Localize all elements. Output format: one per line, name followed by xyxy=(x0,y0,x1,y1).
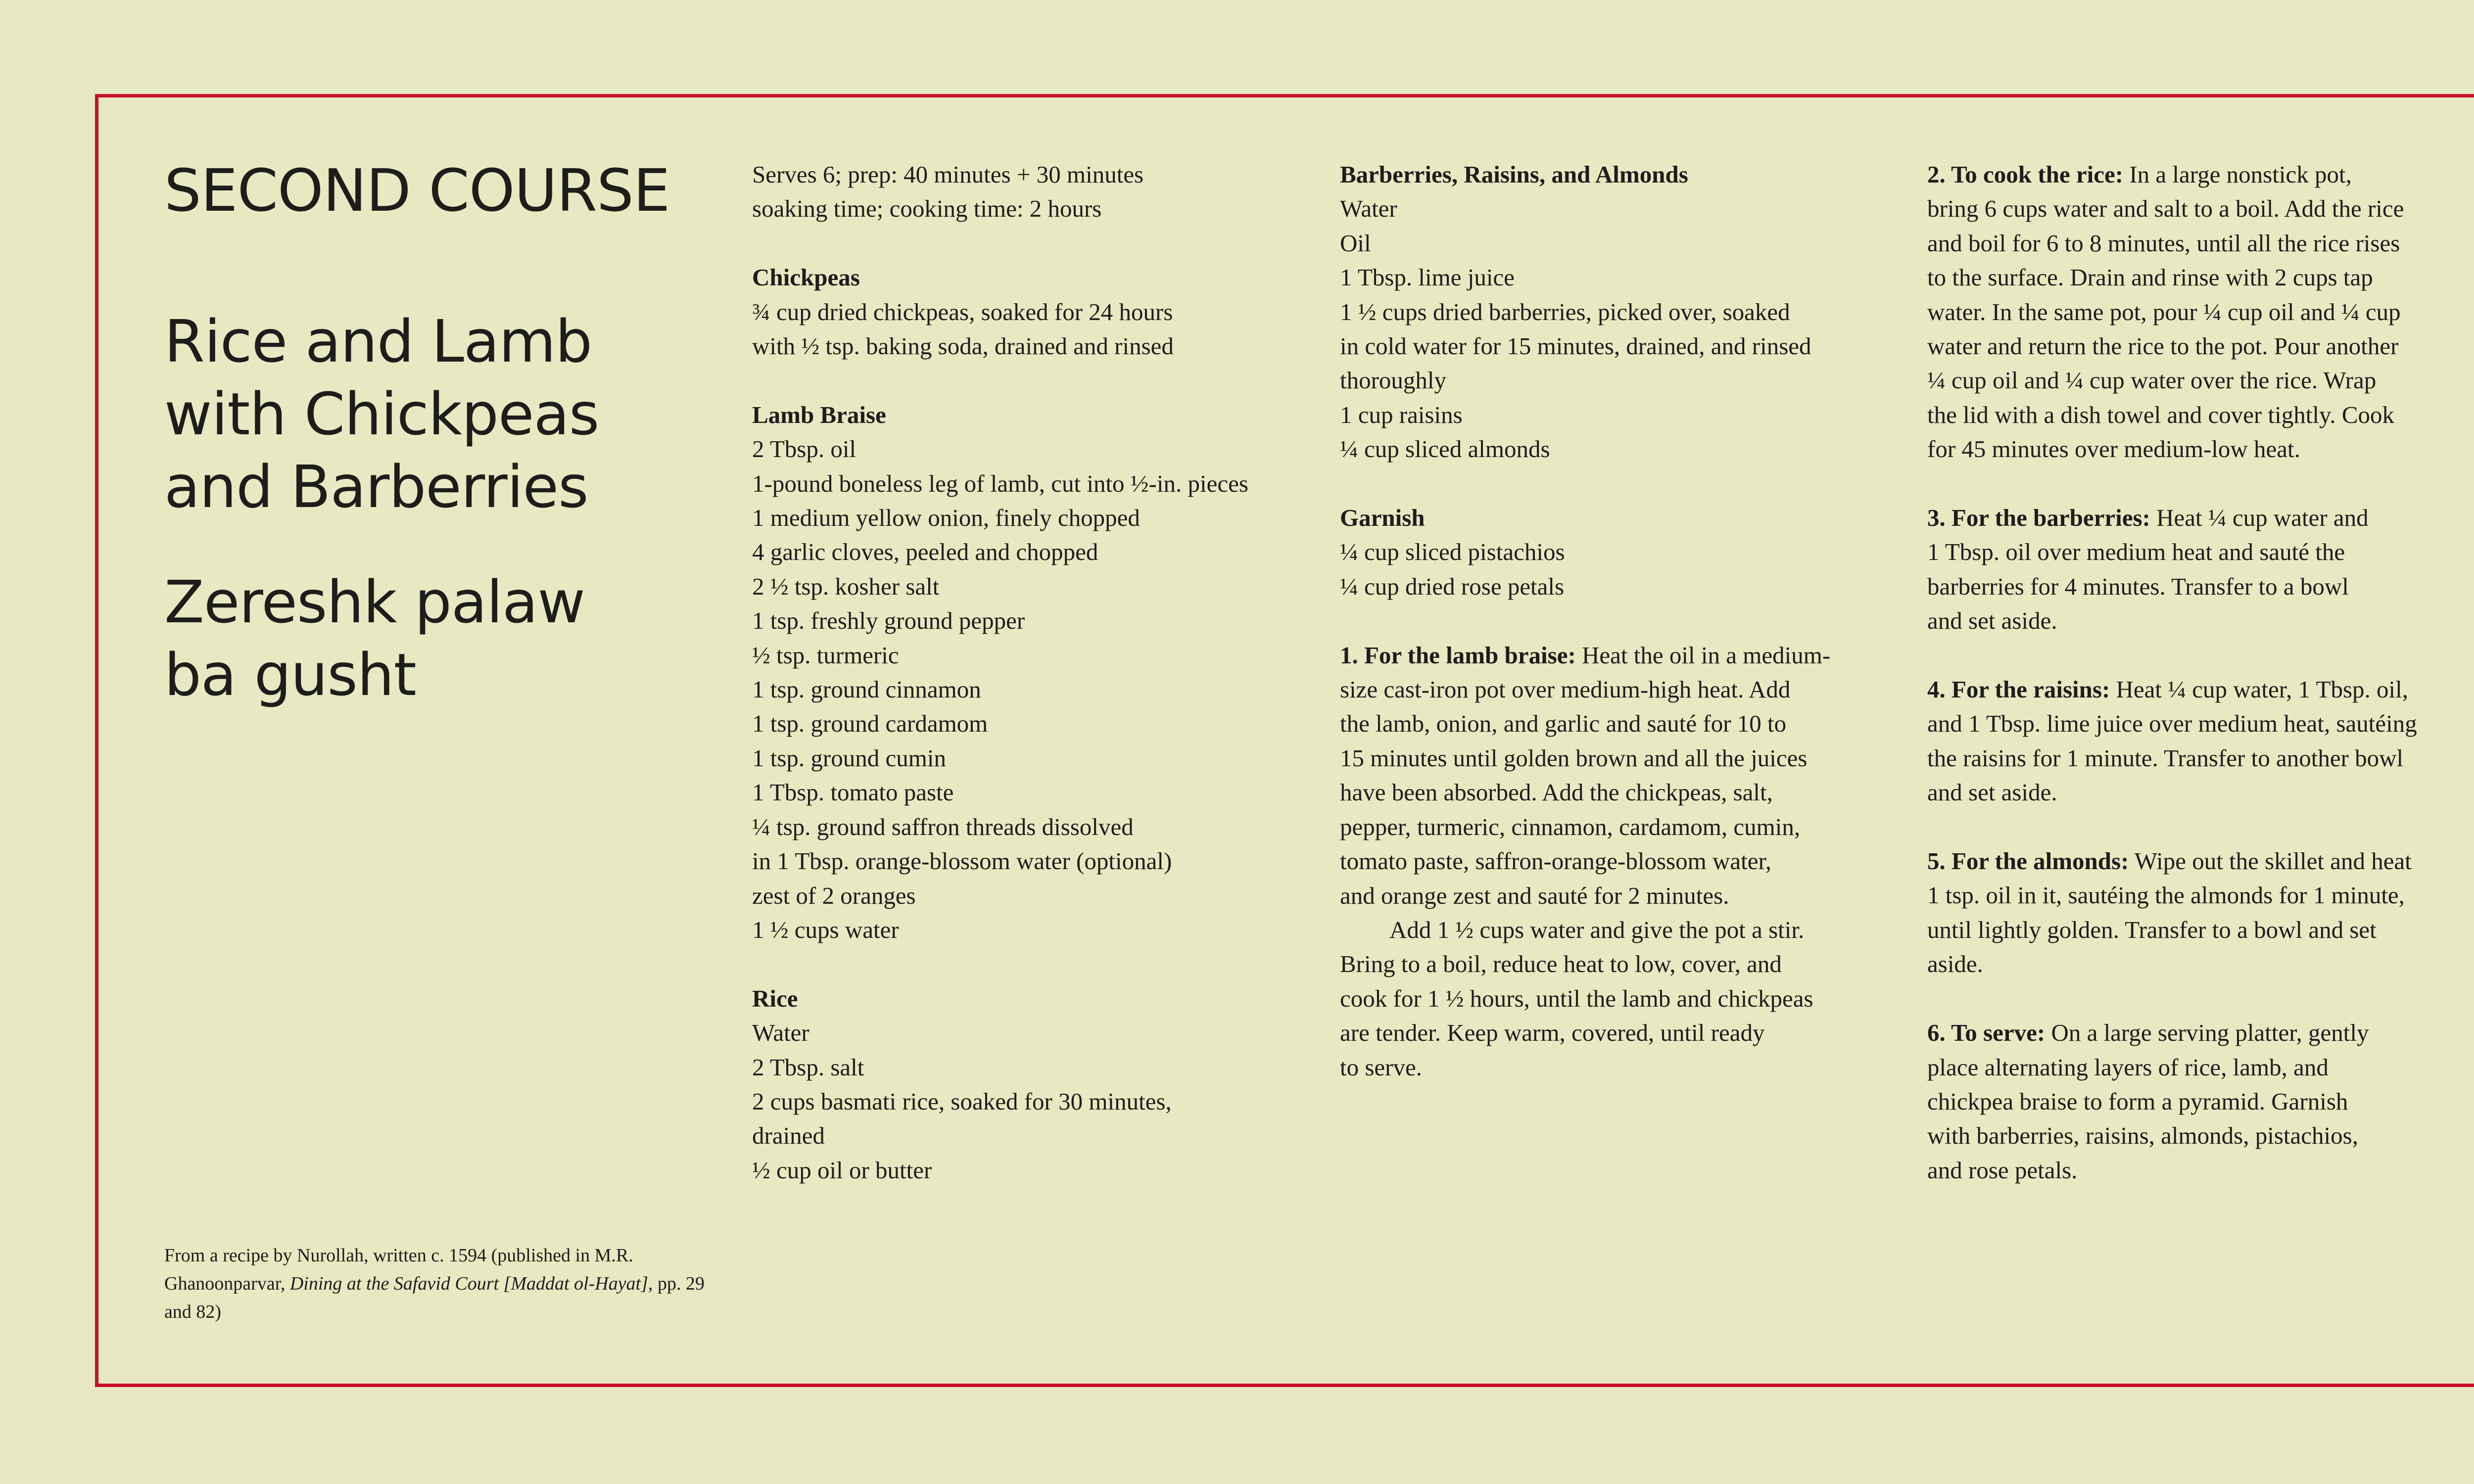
ingredient-line: 1 medium yellow onion, finely chopped xyxy=(752,504,1140,532)
dish-alt-title-line: Zereshk palaw xyxy=(164,568,585,636)
ingredient-line: in cold water for 15 minutes, drained, and rinsed xyxy=(1340,332,1811,360)
lamb-braise-heading: Lamb Braise xyxy=(752,401,886,428)
step-line: aside. xyxy=(1927,950,1983,978)
ingredient-line: 1 ½ cups dried barberries, picked over, soaked xyxy=(1340,298,1790,325)
step-line: and boil for 6 to 8 minutes, until all the rice rises xyxy=(1927,229,2400,257)
barberries-heading: Barberries, Raisins, and Almonds xyxy=(1340,161,1688,188)
step-5-first-line: 5. For the almonds: Wipe out the skillet and heat xyxy=(1927,847,2412,875)
ingredient-line: 2 Tbsp. salt xyxy=(752,1053,864,1081)
step-line: 15 minutes until golden brown and all the juices xyxy=(1340,744,1808,772)
step-line: pepper, turmeric, cinnamon, cardamom, cumin, xyxy=(1340,813,1801,840)
ingredient-line: 1 cup raisins xyxy=(1340,401,1463,428)
garnish-heading: Garnish xyxy=(1340,504,1425,532)
ingredient-line: 1 tsp. ground cardamom xyxy=(752,710,988,738)
step-line: and rose petals. xyxy=(1927,1156,2078,1184)
ingredient-line: 1-pound boneless leg of lamb, cut into ½-in. pieces xyxy=(752,469,1248,497)
ingredient-line: drained xyxy=(752,1122,825,1150)
step-line: the lid with a dish towel and cover tightly. Cook xyxy=(1927,401,2395,428)
step-1-label: 1. For the lamb braise: xyxy=(1340,641,1576,669)
step-3-first-line: 3. For the barberries: Heat ¼ cup water and xyxy=(1927,504,2369,532)
step-line: place alternating layers of rice, lamb, and xyxy=(1927,1053,2329,1081)
ingredient-line: 1 Tbsp. tomato paste xyxy=(752,779,954,806)
ingredient-line: 2 cups basmati rice, soaked for 30 minutes, xyxy=(752,1087,1172,1115)
ingredients-column-2 xyxy=(1340,157,1894,1084)
step-line: Add 1 ½ cups water and give the pot a stir. xyxy=(1389,916,1805,943)
dish-title-line: and Barberries xyxy=(164,453,588,521)
step-line: until lightly golden. Transfer to a bowl and set xyxy=(1927,916,2377,943)
source-pages: , pp. 29 and 82) xyxy=(164,1273,705,1322)
step-1-first-line: 1. For the lamb braise: Heat the oil in a medium- xyxy=(1340,641,1831,669)
step-line: ¼ cup oil and ¼ cup water over the rice. Wrap xyxy=(1927,367,2377,394)
ingredient-line: with ½ tsp. baking soda, drained and rinsed xyxy=(752,332,1174,360)
step-line: for 45 minutes over medium-low heat. xyxy=(1927,435,2300,463)
step-line: size cast-iron pot over medium-high heat. Add xyxy=(1340,676,1791,703)
course-label: SECOND COURSE xyxy=(164,156,670,225)
ingredient-line: Oil xyxy=(1340,229,1371,257)
ingredients-column-1 xyxy=(752,157,1306,1187)
step-6-first-line: 6. To serve: On a large serving platter, gently xyxy=(1927,1019,2369,1047)
step-line: and 1 Tbsp. lime juice over medium heat, sautéing xyxy=(1927,710,2417,738)
ingredient-line: Water xyxy=(1340,195,1397,223)
step-line: cook for 1 ½ hours, until the lamb and chickpeas xyxy=(1340,984,1813,1012)
step-line: the lamb, onion, and garlic and sauté for 10 to xyxy=(1340,710,1787,738)
ingredient-line: ½ cup oil or butter xyxy=(752,1156,932,1184)
step-line: chickpea braise to form a pyramid. Garnish xyxy=(1927,1087,2348,1115)
ingredient-line: 2 Tbsp. oil xyxy=(752,435,856,463)
ingredient-line: 1 tsp. ground cumin xyxy=(752,744,946,772)
ingredient-line: 2 ½ tsp. kosher salt xyxy=(752,572,940,600)
serves-line: Serves 6; prep: 40 minutes + 30 minutes xyxy=(752,161,1144,188)
serves-line: soaking time; cooking time: 2 hours xyxy=(752,195,1102,223)
step-line: and set aside. xyxy=(1927,607,2057,635)
step-line: the raisins for 1 minute. Transfer to another bowl xyxy=(1927,744,2404,772)
dish-title-line: with Chickpeas xyxy=(164,380,599,448)
step-line: to serve. xyxy=(1340,1053,1422,1081)
step-line: tomato paste, saffron-orange-blossom water, xyxy=(1340,847,1772,875)
ingredient-line: 1 tsp. freshly ground pepper xyxy=(752,607,1025,635)
source-citation xyxy=(164,1242,718,1326)
chickpeas-heading: Chickpeas xyxy=(752,264,860,291)
step-line: barberries for 4 minutes. Transfer to a bowl xyxy=(1927,572,2349,600)
step-line: have been absorbed. Add the chickpeas, salt, xyxy=(1340,779,1773,806)
ingredient-line: ¼ tsp. ground saffron threads dissolved xyxy=(752,813,1134,840)
source-book-title: Dining at the Safavid Court [Maddat ol-Hayat] xyxy=(289,1273,648,1294)
step-line: are tender. Keep warm, covered, until ready xyxy=(1340,1019,1765,1047)
step-2-first-line: 2. To cook the rice: In a large nonstick pot, xyxy=(1927,161,2352,188)
ingredient-line: ½ tsp. turmeric xyxy=(752,641,899,669)
ingredient-line: ¼ cup sliced almonds xyxy=(1340,435,1550,463)
dish-title xyxy=(164,305,709,523)
step-line: to the surface. Drain and rinse with 2 cups tap xyxy=(1927,264,2373,291)
step-line: 1 Tbsp. oil over medium heat and sauté the xyxy=(1927,538,2345,566)
ingredient-line: 1 Tbsp. lime juice xyxy=(1340,264,1515,291)
step-line: water. In the same pot, pour ¼ cup oil and ¼ cup xyxy=(1927,298,2401,325)
step-3-label: 3. For the barberries: xyxy=(1927,504,2150,532)
step-line: bring 6 cups water and salt to a boil. Add the rice xyxy=(1927,195,2404,223)
ingredient-line: Water xyxy=(752,1019,809,1047)
ingredient-line: ¼ cup sliced pistachios xyxy=(1340,538,1565,566)
step-2-label: 2. To cook the rice: xyxy=(1927,161,2124,188)
ingredient-line: zest of 2 oranges xyxy=(752,881,916,909)
steps-column xyxy=(1927,157,2474,1187)
step-line: water and return the rice to the pot. Pour another xyxy=(1927,332,2399,360)
dish-alt-title xyxy=(164,566,709,711)
ingredient-line: ¼ cup dried rose petals xyxy=(1340,572,1565,600)
ingredient-line: 4 garlic cloves, peeled and chopped xyxy=(752,538,1098,566)
step-5-label: 5. For the almonds: xyxy=(1927,847,2129,875)
ingredient-line: 1 ½ cups water xyxy=(752,916,899,943)
step-line: Bring to a boil, reduce heat to low, cover, and xyxy=(1340,950,1782,978)
ingredient-line: thoroughly xyxy=(1340,367,1447,394)
step-line: and orange zest and sauté for 2 minutes. xyxy=(1340,881,1729,909)
step-4-first-line: 4. For the raisins: Heat ¼ cup water, 1 Tbsp. oil, xyxy=(1927,676,2408,703)
source-text: From a recipe by Nurollah, written c. 1594 (published in M.R. Ghanoonparvar, xyxy=(164,1245,633,1294)
rice-heading: Rice xyxy=(752,984,798,1012)
dish-alt-title-line: ba gusht xyxy=(164,641,416,709)
ingredient-line: in 1 Tbsp. orange-blossom water (optional) xyxy=(752,847,1172,875)
step-4-label: 4. For the raisins: xyxy=(1927,676,2110,703)
step-6-label: 6. To serve: xyxy=(1927,1019,2046,1047)
ingredient-line: ¾ cup dried chickpeas, soaked for 24 hours xyxy=(752,298,1173,325)
step-line: and set aside. xyxy=(1927,779,2057,806)
ingredient-line: 1 tsp. ground cinnamon xyxy=(752,676,981,703)
step-line: with barberries, raisins, almonds, pistachios, xyxy=(1927,1122,2358,1150)
step-line: 1 tsp. oil in it, sautéing the almonds for 1 minute, xyxy=(1927,881,2405,909)
dish-title-line: Rice and Lamb xyxy=(164,307,592,375)
